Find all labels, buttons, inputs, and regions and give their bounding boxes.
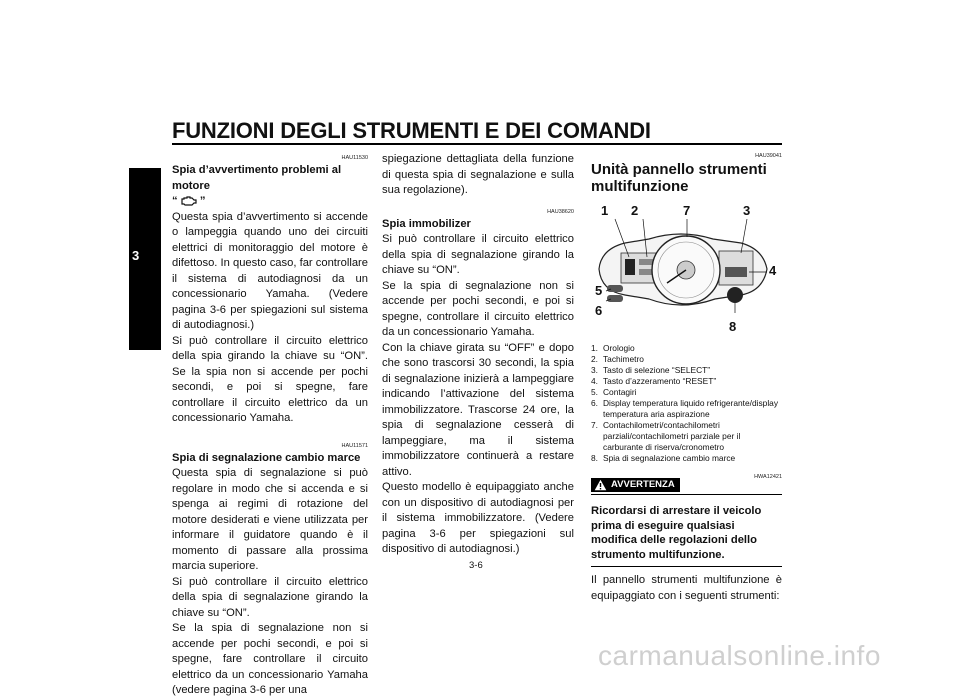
warning-header: [591, 474, 782, 492]
legend-item: 2. Tachimetro: [591, 354, 644, 364]
instrument-panel-illustration: [591, 207, 777, 337]
section-code: HAU11530: [341, 155, 368, 161]
paragraph: Il pannello strumenti multifunzione è equipaggiato con i seguenti strumenti:: [591, 574, 782, 602]
watermark: carmanualsonline.info: [598, 640, 881, 671]
warning-code: HWA12421: [754, 474, 782, 480]
legend-item: 7. Contachilometri/contachilometri parziali/contachilometri parziale per il carburante di riserva/cronometro: [591, 420, 741, 452]
paragraph: spiegazione dettagliata della funzione di questa spia di segnalazione e sulla sua regolazione).: [382, 153, 574, 196]
engine-warning-icon: [181, 196, 197, 206]
warning-triangle-icon: [594, 479, 607, 491]
column-1: [172, 155, 368, 699]
paragraph: Se la spia di segnalazione non si accende per pochi secondi, e poi si spegne, fare controllare il circuito elettrico da un concessionario Yamaha (vedere pagina 3-6 per una: [172, 622, 368, 696]
title-rule: [172, 143, 782, 145]
callout-6: 3: [743, 203, 751, 218]
section-code: HAU11571: [341, 442, 368, 449]
warning-badge: AVVERTENZA: [591, 478, 680, 492]
legend-item: 3. Tasto di selezione “SELECT”: [591, 365, 711, 375]
callout-4: 6: [595, 303, 603, 318]
chapter-tab-number: 3: [132, 248, 140, 263]
paragraph: Questa spia di segnalazione si può regolare in modo che si accenda e si spenga ai regimi di rotazione del motore desiderati e viene utilizzata per informare il guidatore quando è il momento di passare alla prossima marcia superiore.: [172, 467, 368, 572]
paragraph: Si può controllare il circuito elettrico della spia di segnalazione girando la chiave su “ON”.: [382, 233, 574, 276]
paragraph: Questo modello è equipaggiato anche con un dispositivo di autodiagnosi per il sistema immobilizzatore. (Vedere pagina 3-6 per spiegazioni sul dispositivo di autodiagnosi.): [382, 481, 574, 555]
column-3: [591, 153, 782, 604]
paragraph: Si può controllare il circuito elettrico della spia di segnalazione girando la chiave su “ON”.: [172, 575, 368, 619]
callout-2: 1: [601, 203, 609, 218]
warning-end-rule: [591, 566, 782, 567]
paragraph: Questa spia d’avvertimento si accende o lampeggia quando uno dei circuiti elettrici di monitoraggio del motore è difettoso. In questo caso, far controllare il sistema di autodiagnosi da un concessionario Yamaha. (Vedere pagina 3-6 per spiegazioni sul sistema di autodiagnosi.): [172, 210, 368, 331]
warning-rule: [591, 494, 782, 495]
callout-7: 4: [769, 263, 777, 278]
section-code: HAU38620: [547, 208, 574, 215]
paragraph: Se la spia di segnalazione non si accende per pochi secondi, e poi si spegne, controllare il circuito elettrico da un concessionario Yamaha.: [382, 279, 574, 338]
section-title-shift-light: Spia di segnalazione cambio marce: [172, 451, 361, 464]
legend-item: 1. Orologio: [591, 343, 635, 353]
callout-1: 2: [631, 203, 639, 218]
callout-8: 8: [729, 319, 737, 334]
warning-text: Ricordarsi di arrestare il veicolo prima di eseguire qualsiasi modifica delle regolazioni dello strumento multifunzione.: [591, 505, 762, 561]
callout-3: 5: [595, 283, 603, 298]
page-number: 3-6: [469, 560, 483, 571]
legend-item: 4. Tasto d’azzeramento “RESET”: [591, 376, 717, 386]
legend-item: 5. Contagiri: [591, 387, 637, 397]
legend-item: 6. Display temperatura liquido refrigerante/display temperatura aria aspirazione: [591, 398, 779, 419]
paragraph: Con la chiave girata su “OFF” e dopo che sono trascorsi 30 secondi, la spia di segnalazione inizierà a lampeggiare indicando l’attivazione del sistema immobilizzatore. Trascorse 24 ore, la spia di segnalazione cesserà di lampeggiare, ma il sistema immobilizzatore continuerà a restare attivo.: [382, 341, 574, 478]
page-title: FUNZIONI DEGLI STRUMENTI E DEI COMANDI: [172, 118, 651, 143]
legend-item: 8. Spia di segnalazione cambio marce: [591, 453, 736, 463]
section-title-immobilizer: Spia immobilizer: [382, 217, 471, 230]
figure-legend: [591, 343, 782, 464]
section-title-engine-warning: Spia d’avvertimento problemi al motore “ ”: [172, 164, 342, 207]
column-2: [382, 152, 574, 558]
paragraph: Si può controllare il circuito elettrico della spia girando la chiave su “ON”. Se la spia non si accende per pochi secondi, e poi si spegne, fare controllare il circuito elettrico da un concessionario Yamaha.: [172, 334, 368, 424]
section-title-instrument-unit: Unità pannello strumenti multifunzione: [591, 161, 767, 195]
section-code: HAU39041: [755, 153, 782, 159]
callout-5: 7: [683, 203, 691, 218]
instrument-panel-figure: [591, 203, 777, 337]
